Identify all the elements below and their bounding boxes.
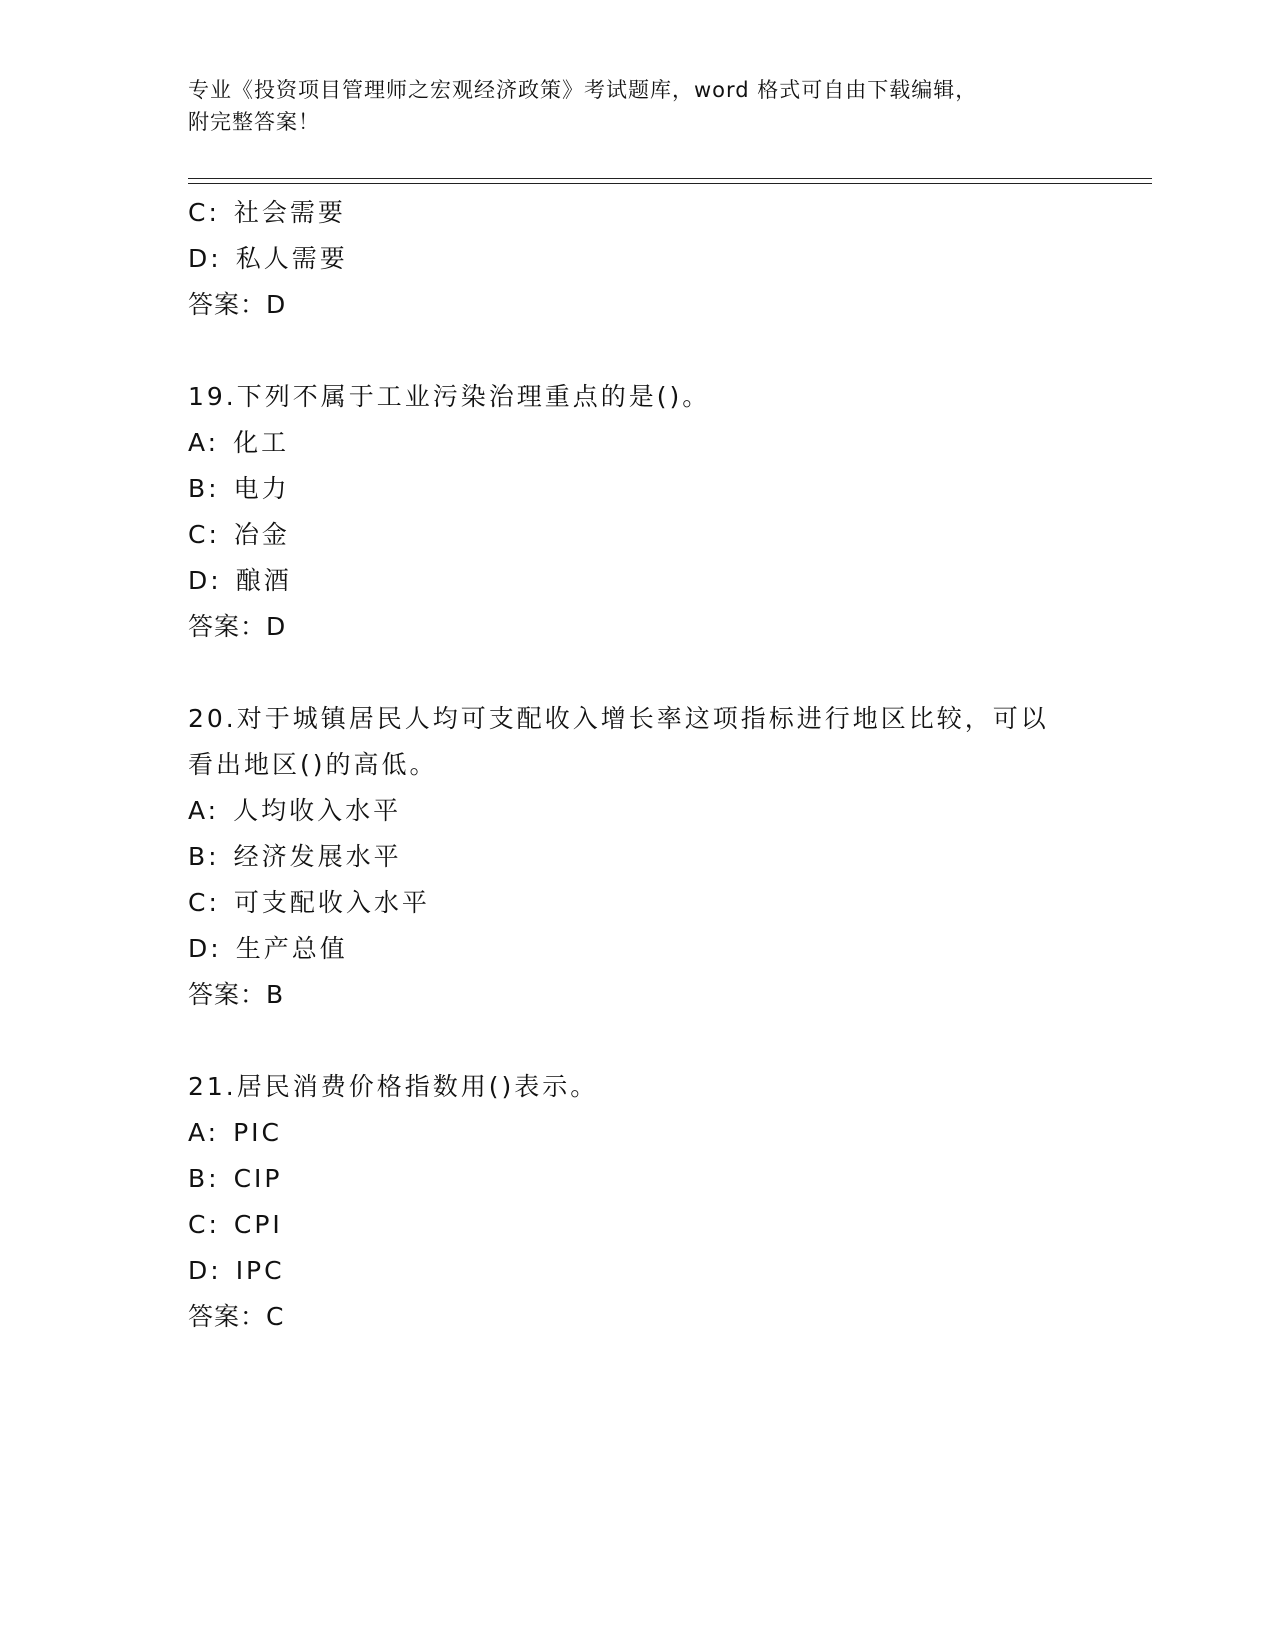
question-21 — [188, 1064, 1128, 1340]
option-a: A: 化工 — [188, 428, 290, 457]
header-divider-top — [188, 178, 1152, 179]
option-b: B: 电力 — [188, 474, 290, 503]
document-header — [188, 74, 1128, 138]
option-c: C: 可支配收入水平 — [188, 888, 430, 917]
header-line-1: 专业《投资项目管理师之宏观经济政策》考试题库，word 格式可自由下载编辑， — [188, 78, 978, 102]
option-c: C: 冶金 — [188, 520, 290, 549]
question-stem-line-1: 20.对于城镇居民人均可支配收入增长率这项指标进行地区比较，可以 — [188, 704, 1049, 733]
question-stem: 19.下列不属于工业污染治理重点的是()。 — [188, 382, 711, 411]
option-d: D: 私人需要 — [188, 244, 348, 273]
answer-line: 答案：C — [188, 1302, 285, 1331]
header-line-2: 附完整答案！ — [188, 110, 320, 134]
option-c: C: 社会需要 — [188, 198, 346, 227]
option-c: C: CPI — [188, 1210, 283, 1239]
question-19 — [188, 374, 1128, 650]
option-b: B: 经济发展水平 — [188, 842, 402, 871]
question-20 — [188, 696, 1128, 1018]
question-list — [188, 190, 1128, 1340]
answer-line: 答案：D — [188, 612, 287, 641]
option-d: D: 生产总值 — [188, 934, 348, 963]
option-d: D: 酿酒 — [188, 566, 292, 595]
answer-line: 答案：B — [188, 980, 285, 1009]
option-d: D: IPC — [188, 1256, 285, 1285]
option-b: B: CIP — [188, 1164, 283, 1193]
answer-line: 答案：D — [188, 290, 287, 319]
header-divider-bottom — [188, 183, 1152, 184]
option-a: A: PIC — [188, 1118, 282, 1147]
question-stem: 21.居民消费价格指数用()表示。 — [188, 1072, 599, 1101]
question-stem-line-2: 看出地区()的高低。 — [188, 750, 438, 779]
continued-question — [188, 190, 1128, 328]
option-a: A: 人均收入水平 — [188, 796, 402, 825]
